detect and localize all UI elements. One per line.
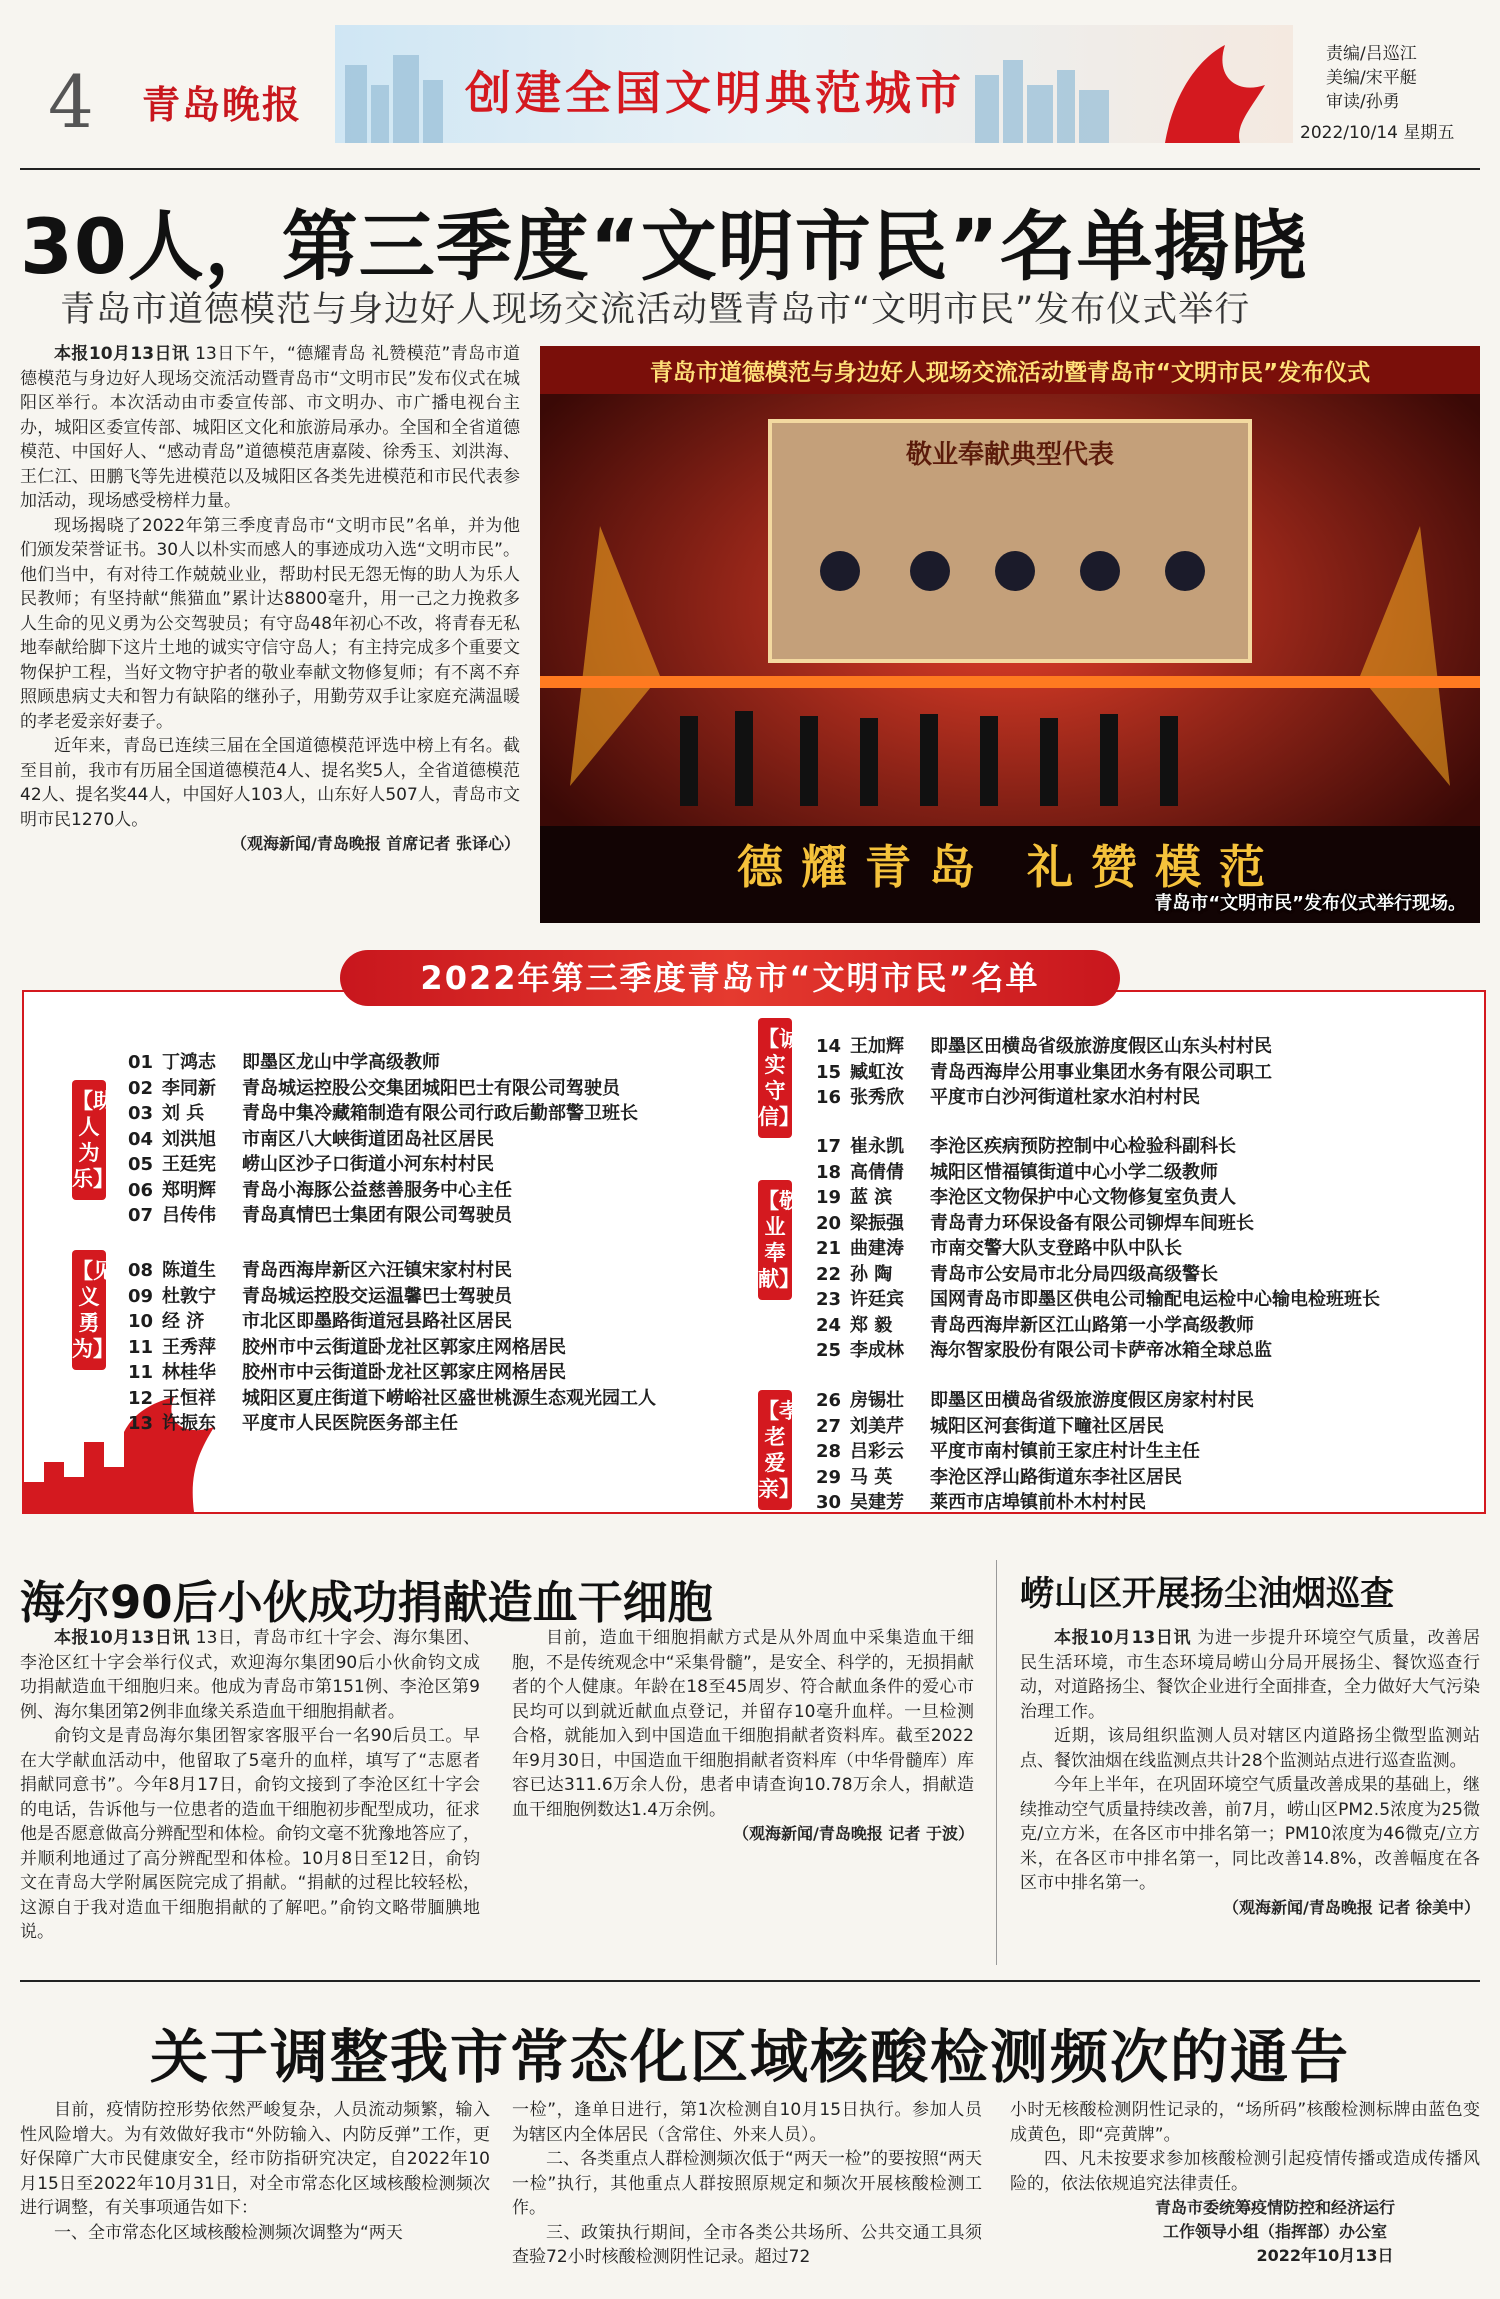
row-number: 12 bbox=[128, 1387, 154, 1409]
photo-caption: 青岛市“文明市民”发布仪式举行现场。 bbox=[1154, 893, 1466, 914]
row-description: 即墨区田横岛省级旅游度假区房家村村民 bbox=[930, 1390, 1254, 1411]
category-label: 【助人为乐】 bbox=[72, 1080, 106, 1200]
row-number: 25 bbox=[816, 1340, 842, 1361]
page-number: 4 bbox=[48, 60, 94, 144]
headline-notice: 关于调整我市常态化区域核酸检测频次的通告 bbox=[149, 2023, 1350, 2091]
paragraph: 目前，造血干细胞捐献方式是从外周血中采集造血干细胞，不是传统观念中“采集骨髓”，是安全、科学的，无损捐献者的个人健康。年龄在18至45周岁、符合献血条件的爱心市民均可以到就近献血点登记，并留存10毫升血样。一旦检测合格，就能加入到中国造血干细胞捐献者资料库。截至2022年9月30日，中国造血干细胞捐献者资料库（中华骨髓库）库容已达311.6万余人份，患者申请查询10.78万余人，捐献造血干细胞例数达1.4万余例。 bbox=[512, 1628, 974, 1820]
notice-column bbox=[512, 2098, 982, 2270]
banner bbox=[335, 25, 1293, 143]
row-number: 09 bbox=[128, 1285, 154, 1307]
category-label: 【孝老爱亲】 bbox=[758, 1390, 792, 1510]
notice-column bbox=[1010, 2098, 1480, 2268]
row-number: 17 bbox=[816, 1136, 842, 1157]
signature-line: 工作领导小组（指挥部）办公室 bbox=[1162, 2222, 1387, 2241]
row-number: 30 bbox=[816, 1492, 842, 1513]
article-body bbox=[1020, 1626, 1480, 1920]
row-description: 莱西市店埠镇前朴木村村民 bbox=[930, 1492, 1146, 1513]
row-number: 08 bbox=[128, 1260, 154, 1281]
headline-main: 30人，第三季度“文明市民”名单揭晓 bbox=[20, 202, 1308, 291]
row-number: 13 bbox=[128, 1413, 154, 1434]
row-description: 青岛西海岸新区江山路第一小学高级教师 bbox=[930, 1314, 1254, 1336]
row-number: 05 bbox=[128, 1154, 154, 1175]
paper-name: 青岛晚报 bbox=[142, 82, 303, 127]
row-name: 刘 兵 bbox=[162, 1103, 205, 1124]
row-number: 02 bbox=[128, 1077, 154, 1099]
paragraph bbox=[1020, 1626, 1480, 1724]
row-description: 城阳区惜福镇街道中心小学二级教师 bbox=[930, 1161, 1218, 1183]
paragraph: 三、政策执行期间，全市各类公共场所、公共交通工具须查验72小时核酸检测阴性记录。超过72 bbox=[512, 2222, 982, 2267]
row-number: 20 bbox=[816, 1212, 842, 1234]
article-body bbox=[20, 1626, 480, 1945]
category-label: 【诚实守信】 bbox=[758, 1018, 792, 1138]
row-description: 胶州市中云街道卧龙社区郭家庄网格居民 bbox=[242, 1362, 566, 1383]
row-description: 青岛城运控股交运温馨巴士驾驶员 bbox=[242, 1285, 512, 1307]
row-number: 21 bbox=[816, 1238, 842, 1259]
row-number: 24 bbox=[816, 1314, 842, 1336]
row-number: 07 bbox=[128, 1205, 154, 1226]
row-name: 曲建涛 bbox=[850, 1238, 904, 1259]
row-description: 市南区八大峡街道团岛社区居民 bbox=[242, 1128, 494, 1150]
list-row bbox=[128, 1178, 512, 1203]
row-description: 青岛城运控股公交集团城阳巴士有限公司驾驶员 bbox=[242, 1077, 620, 1099]
row-name: 梁振强 bbox=[850, 1212, 904, 1234]
category-label: 【敬业奉献】 bbox=[758, 1180, 792, 1300]
row-name: 杜敦宁 bbox=[162, 1285, 216, 1307]
row-name: 许振东 bbox=[162, 1413, 216, 1434]
row-description: 李沧区疾病预防控制中心检验科副科长 bbox=[930, 1136, 1236, 1157]
article-body bbox=[512, 1626, 974, 1846]
list-row bbox=[128, 1203, 512, 1228]
row-number: 06 bbox=[128, 1179, 154, 1201]
row-description: 平度市人民医院医务部主任 bbox=[242, 1413, 458, 1434]
row-name: 郑明辉 bbox=[162, 1179, 216, 1201]
row-name: 刘美芹 bbox=[850, 1415, 904, 1437]
signature-date: 2022年10月13日 bbox=[1256, 2246, 1394, 2265]
list-row bbox=[816, 1060, 1272, 1085]
stage-text: 德耀青岛 礼赞模范 bbox=[736, 840, 1283, 894]
paragraph bbox=[20, 1626, 480, 1724]
row-description: 城阳区河套街道下疃社区居民 bbox=[930, 1415, 1164, 1437]
list-row bbox=[816, 1465, 1182, 1490]
row-name: 崔永凯 bbox=[850, 1136, 904, 1157]
row-name: 许廷宾 bbox=[850, 1289, 904, 1310]
headline-subtitle: 青岛市道德模范与身边好人现场交流活动暨青岛市“文明市民”发布仪式举行 bbox=[60, 290, 1251, 330]
list-row bbox=[128, 1335, 566, 1360]
list-row bbox=[816, 1490, 1146, 1515]
paragraph: 小时无核酸检测阴性记录的，“场所码”核酸检测标牌由蓝色变成黄色，即“亮黄牌”。 bbox=[1010, 2100, 1480, 2145]
list-row bbox=[816, 1211, 1254, 1236]
row-name: 张秀欣 bbox=[850, 1087, 904, 1108]
list-row bbox=[816, 1439, 1200, 1464]
row-name: 陈道生 bbox=[162, 1260, 216, 1281]
byline: （观海新闻/青岛晚报 记者 于波） bbox=[733, 1824, 974, 1843]
row-name: 房锡壮 bbox=[850, 1390, 904, 1411]
paragraph: 四、凡未按要求参加核酸检测引起疫情传播或造成传播风险的，依法依规追究法律责任。 bbox=[1010, 2149, 1480, 2194]
editor-line: 责编/吕巡江 bbox=[1326, 44, 1417, 64]
paragraph: 俞钧文是青岛海尔集团智家客服平台一名90后员工。早在大学献血活动中，他留取了5毫升的血样，填写了“志愿者捐献同意书”。今年8月17日，俞钧文接到了李沧区红十字会的电话，告诉他与一位患者的造血干细胞初步配型成功，征求他是否愿意做高分辨配型和体检。俞钧文毫不犹豫地答应了，并顺利地通过了高分辨配型和体检。10月8日至12日，俞钧文在青岛大学附属医院完成了捐献。“捐献的过程比较轻松，这源自于我对造血干细胞捐献的了解吧。”俞钧文略带腼腆地说。 bbox=[20, 1726, 480, 1942]
row-number: 22 bbox=[816, 1263, 842, 1285]
list-row bbox=[816, 1236, 1182, 1261]
row-description: 城阳区夏庄街道下崂峪社区盛世桃源生态观光园工人 bbox=[242, 1387, 656, 1409]
row-description: 海尔智家股份有限公司卡萨帝冰箱全球总监 bbox=[930, 1340, 1272, 1361]
row-number: 27 bbox=[816, 1415, 842, 1437]
list-row bbox=[128, 1360, 566, 1385]
signature-line: 青岛市委统筹疫情防控和经济运行 bbox=[1154, 2198, 1395, 2217]
row-number: 01 bbox=[128, 1052, 154, 1073]
column-divider bbox=[996, 1560, 997, 1965]
row-name: 王廷宪 bbox=[162, 1154, 216, 1175]
paragraph-text: 为进一步提升环境空气质量，改善居民生活环境，市生态环境局崂山分局开展扬尘、餐饮巡查行动，对道路扬尘、餐饮企业进行全面排查，全力做好大气污染治理工作。 bbox=[1020, 1628, 1480, 1722]
row-name: 蓝 滨 bbox=[850, 1187, 893, 1208]
editors-block bbox=[1326, 42, 1417, 114]
row-description: 即墨区龙山中学高级教师 bbox=[242, 1052, 440, 1073]
row-number: 29 bbox=[816, 1466, 842, 1488]
row-number: 28 bbox=[816, 1441, 842, 1462]
paragraph: 一检”，逢单日进行，第1次检测自10月15日执行。参加人员为辖区内全体居民（含常住、外来人员）。 bbox=[512, 2100, 982, 2145]
list-row bbox=[128, 1076, 620, 1101]
row-number: 10 bbox=[128, 1311, 154, 1332]
row-number: 16 bbox=[816, 1087, 842, 1108]
row-description: 青岛真情巴士集团有限公司驾驶员 bbox=[242, 1205, 512, 1226]
row-description: 青岛青力环保设备有限公司铆焊车间班长 bbox=[930, 1212, 1254, 1234]
row-description: 青岛小海豚公益慈善服务中心主任 bbox=[242, 1179, 512, 1201]
row-description: 平度市南村镇前王家庄村计生主任 bbox=[930, 1441, 1200, 1462]
list-row bbox=[816, 1287, 1380, 1312]
row-description: 青岛市公安局市北分局四级高级警长 bbox=[930, 1263, 1218, 1285]
paragraph: 目前，疫情防控形势依然严峻复杂，人员流动频繁，输入性风险增大。为有效做好我市“外防输入、内防反弹”工作，更好保障广大市民健康安全，经市防指研究决定，自2022年10月15日至2022年10月31日，对全市常态化区域核酸检测频次进行调整，有关事项通告如下： bbox=[20, 2100, 490, 2218]
list-row bbox=[128, 1411, 458, 1436]
headline-article2: 海尔90后小伙成功捐献造血干细胞 bbox=[20, 1576, 713, 1629]
notice-column bbox=[20, 2098, 490, 2245]
row-name: 孙 陶 bbox=[850, 1263, 893, 1285]
list-row bbox=[816, 1034, 1272, 1059]
row-name: 王恒祥 bbox=[162, 1387, 216, 1409]
row-description: 青岛中集冷藏箱制造有限公司行政后勤部警卫班长 bbox=[242, 1103, 638, 1124]
row-name: 马 英 bbox=[850, 1466, 893, 1488]
row-name: 吕彩云 bbox=[850, 1441, 904, 1462]
list-row bbox=[128, 1101, 638, 1126]
row-name: 高倩倩 bbox=[850, 1161, 904, 1183]
editor-line: 审读/孙勇 bbox=[1326, 92, 1400, 112]
row-description: 平度市白沙河街道杜家水泊村村民 bbox=[930, 1087, 1200, 1108]
lead: 本报10月13日讯 bbox=[54, 344, 190, 364]
list-row bbox=[128, 1050, 440, 1075]
row-name: 王加辉 bbox=[850, 1036, 904, 1057]
list-row bbox=[128, 1127, 494, 1152]
paragraph-text: 13日，青岛市红十字会、海尔集团、李沧区红十字会举行仪式，欢迎海尔集团90后小伙俞钧文成功捐献造血干细胞归来。他成为青岛市第151例、李沧区第9例、海尔集团第2例非血缘关系造血干细胞捐献者。 bbox=[20, 1628, 480, 1722]
row-description: 李沧区浮山路街道东李社区居民 bbox=[930, 1466, 1182, 1488]
lead: 本报10月13日讯 bbox=[1054, 1628, 1192, 1648]
row-number: 11 bbox=[128, 1362, 154, 1383]
list-title: 2022年第三季度青岛市“文明市民”名单 bbox=[340, 950, 1120, 1006]
byline: （观海新闻/青岛晚报 记者 徐美中） bbox=[1223, 1897, 1480, 1917]
row-description: 青岛西海岸新区六汪镇宋家村村民 bbox=[242, 1260, 512, 1281]
row-name: 吕传伟 bbox=[162, 1205, 216, 1226]
list-row bbox=[816, 1085, 1200, 1110]
row-description: 崂山区沙子口街道小河东村村民 bbox=[242, 1154, 494, 1175]
article-body bbox=[20, 342, 520, 856]
row-number: 15 bbox=[816, 1061, 842, 1083]
row-description: 李沧区文物保护中心文物修复室负责人 bbox=[930, 1187, 1236, 1208]
row-description: 即墨区田横岛省级旅游度假区山东头村村民 bbox=[930, 1036, 1272, 1057]
row-number: 03 bbox=[128, 1103, 154, 1124]
row-number: 26 bbox=[816, 1390, 842, 1411]
row-description: 市北区即墨路街道冠县路社区居民 bbox=[242, 1311, 512, 1332]
banner-slogan: 创建全国文明典范城市 bbox=[465, 66, 965, 120]
editor-line: 美编/宋平艇 bbox=[1326, 68, 1417, 88]
row-name: 吴建芳 bbox=[850, 1492, 904, 1513]
row-name: 经 济 bbox=[162, 1311, 205, 1332]
list-row bbox=[816, 1388, 1254, 1413]
list-row bbox=[816, 1134, 1236, 1159]
row-number: 11 bbox=[128, 1336, 154, 1358]
row-name: 林桂华 bbox=[162, 1362, 216, 1383]
paragraph: 今年上半年，在巩固环境空气质量改善成果的基础上，继续推动空气质量持续改善，前7月，崂山区PM2.5浓度为25微克/立方米，在各区市中排名第一；PM10浓度为46微克/立方米，在各区市中排名第一，同比改善14.8%，改善幅度在各区市中排名第一。 bbox=[1020, 1775, 1480, 1893]
list-row bbox=[816, 1160, 1218, 1185]
row-description: 国网青岛市即墨区供电公司输配电运检中心输电检班班长 bbox=[930, 1289, 1380, 1310]
paragraph: 近期，该局组织监测人员对辖区内道路扬尘微型监测站点、餐饮油烟在线监测点共计28个监测站点进行巡查监测。 bbox=[1020, 1726, 1480, 1771]
row-number: 04 bbox=[128, 1128, 154, 1150]
list-row bbox=[128, 1284, 512, 1309]
row-description: 青岛西海岸公用事业集团水务有限公司职工 bbox=[930, 1061, 1272, 1083]
screen-title: 敬业奉献典型代表 bbox=[905, 440, 1114, 470]
paragraph: 一、全市常态化区域核酸检测频次调整为“两天 bbox=[54, 2222, 403, 2243]
list-row bbox=[128, 1258, 512, 1283]
list-row bbox=[128, 1152, 494, 1177]
photo-banner: 青岛市道德模范与身边好人现场交流活动暨青岛市“文明市民”发布仪式 bbox=[649, 360, 1371, 386]
row-name: 刘洪旭 bbox=[162, 1128, 216, 1150]
paragraph-text: 13日下午，“德耀青岛 礼赞模范”青岛市道德模范与身边好人现场交流活动暨青岛市“文明市民”发布仪式在城阳区举行。本次活动由市委宣传部、市文明办、市广播电视台主办，城阳区委宣传部、城阳区文化和旅游局承办。全国和全省道德模范、中国好人、“感动青岛”道德模范唐嘉陵、徐秀玉、刘洪海、王仁江、田鹏飞等先进模范以及城阳区各类先进模范和市民代表参加活动，现场感受榜样力量。 bbox=[20, 344, 520, 511]
row-number: 23 bbox=[816, 1289, 842, 1310]
list-row bbox=[128, 1309, 512, 1334]
paragraph bbox=[20, 342, 520, 514]
paragraph: 近年来，青岛已连续三届在全国道德模范评选中榜上有名。截至目前，我市有历届全国道德模范4人、提名奖5人，全省道德模范42人、提名奖44人，中国好人103人，山东好人507人，青岛市文明市民1270人。 bbox=[20, 736, 520, 830]
row-number: 14 bbox=[816, 1036, 842, 1057]
row-number: 18 bbox=[816, 1161, 842, 1183]
divider bbox=[20, 1980, 1480, 1982]
row-number: 19 bbox=[816, 1187, 842, 1208]
row-name: 丁鸿志 bbox=[162, 1052, 216, 1073]
list-row bbox=[816, 1414, 1164, 1439]
paragraph: 二、各类重点人群检测频次低于“两天一检”的要按照“两天一检”执行，其他重点人群按照原规定和频次开展核酸检测工作。 bbox=[512, 2149, 982, 2218]
row-name: 王秀萍 bbox=[162, 1336, 216, 1358]
list-row bbox=[816, 1313, 1254, 1338]
publication-date: 2022/10/14 星期五 bbox=[1300, 123, 1455, 143]
row-name: 郑 毅 bbox=[850, 1314, 893, 1336]
byline: （观海新闻/青岛晚报 首席记者 张译心） bbox=[231, 834, 520, 853]
divider bbox=[20, 168, 1480, 170]
list-row bbox=[816, 1338, 1272, 1363]
row-description: 市南交警大队支登路中队中队长 bbox=[930, 1238, 1182, 1259]
paragraph: 现场揭晓了2022年第三季度青岛市“文明市民”名单，并为他们颁发荣誉证书。30人以朴实而感人的事迹成功入选“文明市民”。他们当中，有对待工作兢兢业业，帮助村民无怨无悔的助人为乐人民教师；有坚持献“熊猫血”累计达8800毫升，用一己之力挽救多人生命的见义勇为公交驾驶员；有守岛48年初心不改，将青春无私地奉献给脚下这片土地的诚实守信守岛人；有主持完成多个重要文物保护工程，当好文物守护者的敬业奉献文物修复师；有不离不弃照顾患病丈夫和智力有缺陷的继孙子，用勤劳双手让家庭充满温暖的孝老爱亲好妻子。 bbox=[20, 515, 520, 732]
row-name: 臧虹汝 bbox=[850, 1061, 904, 1083]
lead: 本报10月13日讯 bbox=[54, 1628, 190, 1648]
list-row bbox=[128, 1386, 656, 1411]
row-name: 李成林 bbox=[850, 1340, 904, 1361]
list-row bbox=[816, 1185, 1236, 1210]
row-description: 胶州市中云街道卧龙社区郭家庄网格居民 bbox=[242, 1336, 566, 1358]
row-name: 李同新 bbox=[162, 1077, 216, 1099]
event-photo bbox=[540, 346, 1480, 923]
headline-article3: 崂山区开展扬尘油烟巡查 bbox=[1020, 1574, 1394, 1614]
category-label: 【见义勇为】 bbox=[72, 1250, 106, 1370]
list-row bbox=[816, 1262, 1218, 1287]
